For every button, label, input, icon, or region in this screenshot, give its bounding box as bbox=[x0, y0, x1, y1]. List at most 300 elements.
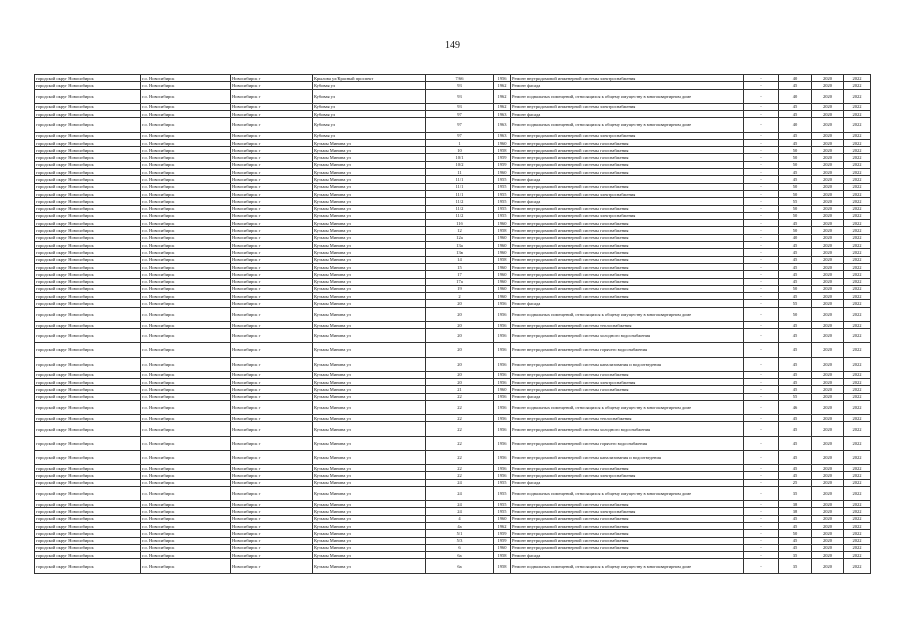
cell-municipality: городской округ Новосибирск bbox=[35, 559, 141, 573]
cell-locality: Новосибирск г bbox=[231, 544, 313, 551]
cell-year-start: 2020 bbox=[812, 400, 844, 414]
cell-locality: Новосибирск г bbox=[231, 220, 313, 227]
cell-house-number: 1 bbox=[426, 139, 494, 146]
cell-year-start: 2020 bbox=[812, 242, 844, 249]
cell-term: 45 bbox=[779, 169, 812, 176]
cell-street: Кузьмы Минина ул bbox=[313, 559, 426, 573]
cell-year-end: 2022 bbox=[844, 300, 871, 307]
cell-municipality: городской округ Новосибирск bbox=[35, 183, 141, 190]
cell-work-type: Ремонт внутридомовой инженерной системы газоснабжения bbox=[511, 537, 744, 544]
cell-municipality: городской округ Новосибирск bbox=[35, 220, 141, 227]
cell-work-type: Ремонт внутридомовой инженерной системы канализования и водоотведения bbox=[511, 450, 744, 464]
cell-year-start: 2020 bbox=[812, 508, 844, 515]
cell-dash: - bbox=[744, 400, 779, 414]
cell-house-number: 10 bbox=[426, 147, 494, 154]
cell-dash: - bbox=[744, 227, 779, 234]
cell-year-start: 2020 bbox=[812, 300, 844, 307]
cell-term: 35 bbox=[779, 486, 812, 500]
table-row bbox=[35, 190, 871, 197]
cell-locality: Новосибирск г bbox=[231, 190, 313, 197]
cell-year-start: 2020 bbox=[812, 329, 844, 343]
cell-dash: - bbox=[744, 479, 779, 486]
cell-build-year: 1956 bbox=[494, 422, 511, 436]
cell-dash: - bbox=[744, 111, 779, 118]
cell-settlement: г.о. Новосибирск bbox=[141, 343, 231, 357]
cell-house-number: 14 bbox=[426, 256, 494, 263]
table-row bbox=[35, 479, 871, 486]
cell-dash: - bbox=[744, 256, 779, 263]
cell-term: 45 bbox=[779, 176, 812, 183]
cell-work-type: Ремонт внутридомовой инженерной системы газоснабжения bbox=[511, 263, 744, 270]
cell-house-number: 10/2 bbox=[426, 161, 494, 168]
cell-year-start: 2020 bbox=[812, 544, 844, 551]
cell-build-year: 1963 bbox=[494, 111, 511, 118]
cell-year-end: 2022 bbox=[844, 256, 871, 263]
cell-term: 45 bbox=[779, 278, 812, 285]
cell-year-end: 2022 bbox=[844, 154, 871, 161]
cell-municipality: городской округ Новосибирск bbox=[35, 486, 141, 500]
cell-term: 50 bbox=[779, 205, 812, 212]
cell-work-type: Ремонт внутридомовой инженерной системы электроснабжения bbox=[511, 132, 744, 139]
cell-dash: - bbox=[744, 307, 779, 321]
cell-year-start: 2020 bbox=[812, 479, 844, 486]
cell-build-year: 1956 bbox=[494, 329, 511, 343]
cell-work-type: Ремонт внутридомовой инженерной системы газоснабжения bbox=[511, 183, 744, 190]
cell-house-number: 2 bbox=[426, 293, 494, 300]
cell-build-year: 1956 bbox=[494, 450, 511, 464]
cell-year-start: 2020 bbox=[812, 393, 844, 400]
cell-build-year: 1956 bbox=[494, 357, 511, 371]
cell-house-number: 13в bbox=[426, 249, 494, 256]
cell-year-start: 2020 bbox=[812, 103, 844, 110]
cell-street: Кузьмы Минина ул bbox=[313, 227, 426, 234]
cell-build-year: 1960 bbox=[494, 220, 511, 227]
cell-street: Кузьмы Минина ул bbox=[313, 249, 426, 256]
cell-year-end: 2022 bbox=[844, 118, 871, 132]
cell-house-number: 4 bbox=[426, 515, 494, 522]
cell-year-start: 2020 bbox=[812, 183, 844, 190]
cell-dash: - bbox=[744, 552, 779, 559]
cell-municipality: городской округ Новосибирск bbox=[35, 212, 141, 219]
cell-house-number: 7/66 bbox=[426, 75, 494, 82]
cell-year-start: 2020 bbox=[812, 198, 844, 205]
table-row bbox=[35, 118, 871, 132]
cell-dash: - bbox=[744, 169, 779, 176]
cell-house-number: 17 bbox=[426, 271, 494, 278]
cell-house-number: 11 bbox=[426, 169, 494, 176]
cell-year-start: 2020 bbox=[812, 256, 844, 263]
cell-street: Кузьмы Минина ул bbox=[313, 357, 426, 371]
cell-work-type: Ремонт внутридомовой инженерной системы газоснабжения bbox=[511, 386, 744, 393]
cell-locality: Новосибирск г bbox=[231, 293, 313, 300]
cell-settlement: г.о. Новосибирск bbox=[141, 212, 231, 219]
cell-work-type: Ремонт внутридомовой инженерной системы газоснабжения bbox=[511, 515, 744, 522]
cell-build-year: 1960 bbox=[494, 386, 511, 393]
cell-settlement: г.о. Новосибирск bbox=[141, 111, 231, 118]
cell-term: 45 bbox=[779, 220, 812, 227]
cell-build-year: 1959 bbox=[494, 161, 511, 168]
cell-dash: - bbox=[744, 161, 779, 168]
cell-work-type: Ремонт подвальных помещений, относящихся к общему имуществу в многоквартирном доме bbox=[511, 400, 744, 414]
cell-settlement: г.о. Новосибирск bbox=[141, 400, 231, 414]
cell-work-type: Ремонт внутридомовой инженерной системы электроснабжения bbox=[511, 508, 744, 515]
cell-build-year: 1960 bbox=[494, 515, 511, 522]
cell-year-end: 2022 bbox=[844, 393, 871, 400]
cell-settlement: г.о. Новосибирск bbox=[141, 220, 231, 227]
cell-municipality: городской округ Новосибирск bbox=[35, 154, 141, 161]
cell-year-start: 2020 bbox=[812, 220, 844, 227]
cell-year-end: 2022 bbox=[844, 508, 871, 515]
table-row bbox=[35, 501, 871, 508]
cell-work-type: Ремонт внутридомовой инженерной системы электроснабжения bbox=[511, 190, 744, 197]
cell-municipality: городской округ Новосибирск bbox=[35, 103, 141, 110]
cell-settlement: г.о. Новосибирск bbox=[141, 75, 231, 82]
table-row bbox=[35, 472, 871, 479]
table-row bbox=[35, 522, 871, 529]
cell-year-start: 2020 bbox=[812, 75, 844, 82]
cell-year-start: 2020 bbox=[812, 161, 844, 168]
cell-build-year: 1960 bbox=[494, 242, 511, 249]
cell-locality: Новосибирск г bbox=[231, 154, 313, 161]
page-number: 149 bbox=[445, 40, 460, 51]
cell-street: Кузьмы Минина ул bbox=[313, 183, 426, 190]
cell-municipality: городской округ Новосибирск bbox=[35, 321, 141, 328]
cell-year-start: 2020 bbox=[812, 132, 844, 139]
cell-settlement: г.о. Новосибирск bbox=[141, 393, 231, 400]
cell-settlement: г.о. Новосибирск bbox=[141, 118, 231, 132]
cell-municipality: городской округ Новосибирск bbox=[35, 190, 141, 197]
cell-term: 45 bbox=[779, 544, 812, 551]
cell-term: 50 bbox=[779, 227, 812, 234]
cell-build-year: 1958 bbox=[494, 227, 511, 234]
cell-dash: - bbox=[744, 154, 779, 161]
cell-work-type: Ремонт внутридомовой инженерной системы горячего водоснабжения bbox=[511, 436, 744, 450]
cell-year-end: 2022 bbox=[844, 515, 871, 522]
cell-build-year: 1955 bbox=[494, 501, 511, 508]
table-row bbox=[35, 249, 871, 256]
cell-year-start: 2020 bbox=[812, 371, 844, 378]
cell-term: 45 bbox=[779, 472, 812, 479]
cell-locality: Новосибирск г bbox=[231, 479, 313, 486]
cell-house-number: 13а bbox=[426, 242, 494, 249]
cell-dash: - bbox=[744, 132, 779, 139]
cell-house-number: 4а bbox=[426, 522, 494, 529]
cell-house-number: 21 bbox=[426, 386, 494, 393]
cell-work-type: Ремонт внутридомовой инженерной системы газоснабжения bbox=[511, 371, 744, 378]
cell-year-end: 2022 bbox=[844, 329, 871, 343]
cell-municipality: городской округ Новосибирск bbox=[35, 263, 141, 270]
cell-build-year: 1958 bbox=[494, 147, 511, 154]
cell-locality: Новосибирск г bbox=[231, 343, 313, 357]
cell-year-end: 2022 bbox=[844, 263, 871, 270]
cell-year-end: 2022 bbox=[844, 293, 871, 300]
cell-dash: - bbox=[744, 522, 779, 529]
cell-term: 25 bbox=[779, 479, 812, 486]
cell-street: Кузьмы Минина ул bbox=[313, 515, 426, 522]
cell-year-start: 2020 bbox=[812, 501, 844, 508]
cell-settlement: г.о. Новосибирск bbox=[141, 82, 231, 89]
cell-term: 50 bbox=[779, 154, 812, 161]
cell-year-end: 2022 bbox=[844, 176, 871, 183]
cell-municipality: городской округ Новосибирск bbox=[35, 379, 141, 386]
cell-settlement: г.о. Новосибирск bbox=[141, 530, 231, 537]
cell-street: Кузьмы Минина ул bbox=[313, 285, 426, 292]
cell-settlement: г.о. Новосибирск bbox=[141, 154, 231, 161]
cell-locality: Новосибирск г bbox=[231, 256, 313, 263]
table-row bbox=[35, 515, 871, 522]
cell-settlement: г.о. Новосибирск bbox=[141, 479, 231, 486]
cell-street: Кубовая ул bbox=[313, 118, 426, 132]
cell-work-type: Ремонт подвальных помещений, относящихся к общему имуществу в многоквартирном доме bbox=[511, 486, 744, 500]
cell-municipality: городской округ Новосибирск bbox=[35, 82, 141, 89]
cell-build-year: 1960 bbox=[494, 249, 511, 256]
cell-term: 55 bbox=[779, 198, 812, 205]
cell-year-start: 2020 bbox=[812, 415, 844, 422]
cell-dash: - bbox=[744, 329, 779, 343]
cell-term: 45 bbox=[779, 343, 812, 357]
cell-term: 45 bbox=[779, 263, 812, 270]
cell-locality: Новосибирск г bbox=[231, 371, 313, 378]
cell-work-type: Ремонт внутридомовой инженерной системы теплоснабжения bbox=[511, 415, 744, 422]
cell-house-number: 11/2 bbox=[426, 212, 494, 219]
cell-term: 50 bbox=[779, 285, 812, 292]
cell-settlement: г.о. Новосибирск bbox=[141, 176, 231, 183]
cell-municipality: городской округ Новосибирск bbox=[35, 271, 141, 278]
cell-term: 38 bbox=[779, 501, 812, 508]
cell-build-year: 1956 bbox=[494, 393, 511, 400]
table-row bbox=[35, 183, 871, 190]
cell-year-start: 2020 bbox=[812, 343, 844, 357]
cell-settlement: г.о. Новосибирск bbox=[141, 271, 231, 278]
cell-locality: Новосибирск г bbox=[231, 472, 313, 479]
cell-dash: - bbox=[744, 544, 779, 551]
cell-year-end: 2022 bbox=[844, 234, 871, 241]
cell-term: 50 bbox=[779, 212, 812, 219]
cell-term: 45 bbox=[779, 111, 812, 118]
cell-work-type: Ремонт внутридомовой инженерной системы газоснабжения bbox=[511, 147, 744, 154]
cell-house-number: 11/2 bbox=[426, 205, 494, 212]
cell-street: Кузьмы Минина ул bbox=[313, 220, 426, 227]
cell-dash: - bbox=[744, 263, 779, 270]
table-row bbox=[35, 278, 871, 285]
cell-dash: - bbox=[744, 530, 779, 537]
cell-year-start: 2020 bbox=[812, 263, 844, 270]
cell-municipality: городской округ Новосибирск bbox=[35, 111, 141, 118]
table-row bbox=[35, 220, 871, 227]
table-row bbox=[35, 111, 871, 118]
cell-term: 45 bbox=[779, 271, 812, 278]
cell-work-type: Ремонт внутридомовой инженерной системы электроснабжения bbox=[511, 212, 744, 219]
cell-build-year: 1962 bbox=[494, 82, 511, 89]
cell-year-start: 2020 bbox=[812, 82, 844, 89]
cell-work-type: Ремонт внутридомовой инженерной системы газоснабжения bbox=[511, 169, 744, 176]
cell-settlement: г.о. Новосибирск bbox=[141, 501, 231, 508]
cell-year-start: 2020 bbox=[812, 422, 844, 436]
cell-locality: Новосибирск г bbox=[231, 450, 313, 464]
cell-build-year: 1956 bbox=[494, 321, 511, 328]
cell-street: Кузьмы Минина ул bbox=[313, 307, 426, 321]
cell-locality: Новосибирск г bbox=[231, 464, 313, 471]
cell-year-start: 2020 bbox=[812, 205, 844, 212]
cell-settlement: г.о. Новосибирск bbox=[141, 371, 231, 378]
cell-street: Кузьмы Минина ул bbox=[313, 321, 426, 328]
table-row bbox=[35, 559, 871, 573]
cell-dash: - bbox=[744, 190, 779, 197]
cell-locality: Новосибирск г bbox=[231, 176, 313, 183]
table-row bbox=[35, 486, 871, 500]
cell-house-number: 22 bbox=[426, 415, 494, 422]
cell-locality: Новосибирск г bbox=[231, 530, 313, 537]
cell-year-start: 2020 bbox=[812, 386, 844, 393]
cell-street: Кузьмы Минина ул bbox=[313, 271, 426, 278]
cell-dash: - bbox=[744, 147, 779, 154]
cell-dash: - bbox=[744, 242, 779, 249]
cell-dash: - bbox=[744, 379, 779, 386]
cell-municipality: городской округ Новосибирск bbox=[35, 118, 141, 132]
table-row bbox=[35, 450, 871, 464]
cell-house-number: 97 bbox=[426, 111, 494, 118]
cell-year-start: 2020 bbox=[812, 212, 844, 219]
cell-year-end: 2022 bbox=[844, 415, 871, 422]
cell-build-year: 1958 bbox=[494, 552, 511, 559]
cell-house-number: 11/1 bbox=[426, 176, 494, 183]
cell-year-start: 2020 bbox=[812, 227, 844, 234]
cell-dash: - bbox=[744, 515, 779, 522]
cell-term: 35 bbox=[779, 552, 812, 559]
cell-municipality: городской округ Новосибирск bbox=[35, 139, 141, 146]
cell-locality: Новосибирск г bbox=[231, 422, 313, 436]
cell-year-end: 2022 bbox=[844, 379, 871, 386]
table-row bbox=[35, 75, 871, 82]
cell-year-end: 2022 bbox=[844, 559, 871, 573]
cell-term: 46 bbox=[779, 400, 812, 414]
cell-term: 40 bbox=[779, 118, 812, 132]
cell-street: Кузьмы Минина ул bbox=[313, 212, 426, 219]
cell-build-year: 1956 bbox=[494, 300, 511, 307]
cell-year-start: 2020 bbox=[812, 559, 844, 573]
cell-municipality: городской округ Новосибирск bbox=[35, 205, 141, 212]
cell-year-start: 2020 bbox=[812, 234, 844, 241]
cell-locality: Новосибирск г bbox=[231, 118, 313, 132]
cell-municipality: городской округ Новосибирск bbox=[35, 415, 141, 422]
table-row bbox=[35, 343, 871, 357]
cell-dash: - bbox=[744, 300, 779, 307]
cell-street: Кузьмы Минина ул bbox=[313, 205, 426, 212]
cell-municipality: городской округ Новосибирск bbox=[35, 285, 141, 292]
cell-locality: Новосибирск г bbox=[231, 508, 313, 515]
cell-house-number: 20 bbox=[426, 329, 494, 343]
cell-settlement: г.о. Новосибирск bbox=[141, 472, 231, 479]
table-row bbox=[35, 293, 871, 300]
cell-year-start: 2020 bbox=[812, 450, 844, 464]
cell-municipality: городской округ Новосибирск bbox=[35, 75, 141, 82]
cell-municipality: городской округ Новосибирск bbox=[35, 132, 141, 139]
cell-term: 50 bbox=[779, 161, 812, 168]
cell-work-type: Ремонт внутридомовой инженерной системы газоснабжения bbox=[511, 249, 744, 256]
cell-municipality: городской округ Новосибирск bbox=[35, 357, 141, 371]
cell-dash: - bbox=[744, 436, 779, 450]
cell-settlement: г.о. Новосибирск bbox=[141, 293, 231, 300]
table-row bbox=[35, 508, 871, 515]
cell-year-start: 2020 bbox=[812, 118, 844, 132]
cell-settlement: г.о. Новосибирск bbox=[141, 508, 231, 515]
cell-municipality: городской округ Новосибирск bbox=[35, 256, 141, 263]
cell-build-year: 1956 bbox=[494, 472, 511, 479]
cell-year-end: 2022 bbox=[844, 198, 871, 205]
cell-term: 50 bbox=[779, 183, 812, 190]
cell-build-year: 1956 bbox=[494, 436, 511, 450]
cell-dash: - bbox=[744, 537, 779, 544]
cell-locality: Новосибирск г bbox=[231, 285, 313, 292]
cell-build-year: 1963 bbox=[494, 132, 511, 139]
cell-work-type: Ремонт фасада bbox=[511, 176, 744, 183]
cell-work-type: Ремонт внутридомовой инженерной системы газоснабжения bbox=[511, 234, 744, 241]
cell-municipality: городской округ Новосибирск bbox=[35, 400, 141, 414]
cell-locality: Новосибирск г bbox=[231, 537, 313, 544]
cell-locality: Новосибирск г bbox=[231, 139, 313, 146]
cell-locality: Новосибирск г bbox=[231, 321, 313, 328]
cell-settlement: г.о. Новосибирск bbox=[141, 321, 231, 328]
cell-year-start: 2020 bbox=[812, 357, 844, 371]
cell-term: 45 bbox=[779, 293, 812, 300]
cell-build-year: 1960 bbox=[494, 271, 511, 278]
cell-dash: - bbox=[744, 103, 779, 110]
cell-municipality: городской округ Новосибирск bbox=[35, 371, 141, 378]
cell-street: Кузьмы Минина ул bbox=[313, 300, 426, 307]
cell-work-type: Ремонт внутридомовой инженерной системы холодного водоснабжения bbox=[511, 329, 744, 343]
cell-settlement: г.о. Новосибирск bbox=[141, 132, 231, 139]
cell-locality: Новосибирск г bbox=[231, 82, 313, 89]
cell-year-start: 2020 bbox=[812, 169, 844, 176]
cell-dash: - bbox=[744, 75, 779, 82]
cell-settlement: г.о. Новосибирск bbox=[141, 559, 231, 573]
cell-house-number: 20 bbox=[426, 321, 494, 328]
cell-street: Кузьмы Минина ул bbox=[313, 379, 426, 386]
cell-dash: - bbox=[744, 234, 779, 241]
cell-dash: - bbox=[744, 343, 779, 357]
cell-year-end: 2022 bbox=[844, 278, 871, 285]
cell-term: 45 bbox=[779, 415, 812, 422]
cell-year-end: 2022 bbox=[844, 82, 871, 89]
cell-work-type: Ремонт внутридомовой инженерной системы газоснабжения bbox=[511, 227, 744, 234]
cell-term: 45 bbox=[779, 242, 812, 249]
cell-dash: - bbox=[744, 205, 779, 212]
cell-year-end: 2022 bbox=[844, 357, 871, 371]
cell-dash: - bbox=[744, 357, 779, 371]
cell-dash: - bbox=[744, 293, 779, 300]
cell-locality: Новосибирск г bbox=[231, 300, 313, 307]
cell-work-type: Ремонт внутридомовой инженерной системы газоснабжения bbox=[511, 285, 744, 292]
cell-year-end: 2022 bbox=[844, 472, 871, 479]
cell-year-end: 2022 bbox=[844, 111, 871, 118]
table-body bbox=[35, 75, 871, 574]
cell-build-year: 1956 bbox=[494, 371, 511, 378]
cell-year-start: 2020 bbox=[812, 190, 844, 197]
cell-settlement: г.о. Новосибирск bbox=[141, 227, 231, 234]
cell-settlement: г.о. Новосибирск bbox=[141, 256, 231, 263]
cell-house-number: 5/3 bbox=[426, 537, 494, 544]
cell-term: 45 bbox=[779, 357, 812, 371]
cell-build-year: 1963 bbox=[494, 118, 511, 132]
cell-term: 45 bbox=[779, 103, 812, 110]
cell-year-start: 2020 bbox=[812, 379, 844, 386]
cell-street: Кузьмы Минина ул bbox=[313, 552, 426, 559]
cell-work-type: Ремонт внутридомовой инженерной системы газоснабжения bbox=[511, 278, 744, 285]
cell-street: Кубовая ул bbox=[313, 111, 426, 118]
cell-dash: - bbox=[744, 249, 779, 256]
cell-street: Кузьмы Минина ул bbox=[313, 256, 426, 263]
cell-term: 45 bbox=[779, 249, 812, 256]
